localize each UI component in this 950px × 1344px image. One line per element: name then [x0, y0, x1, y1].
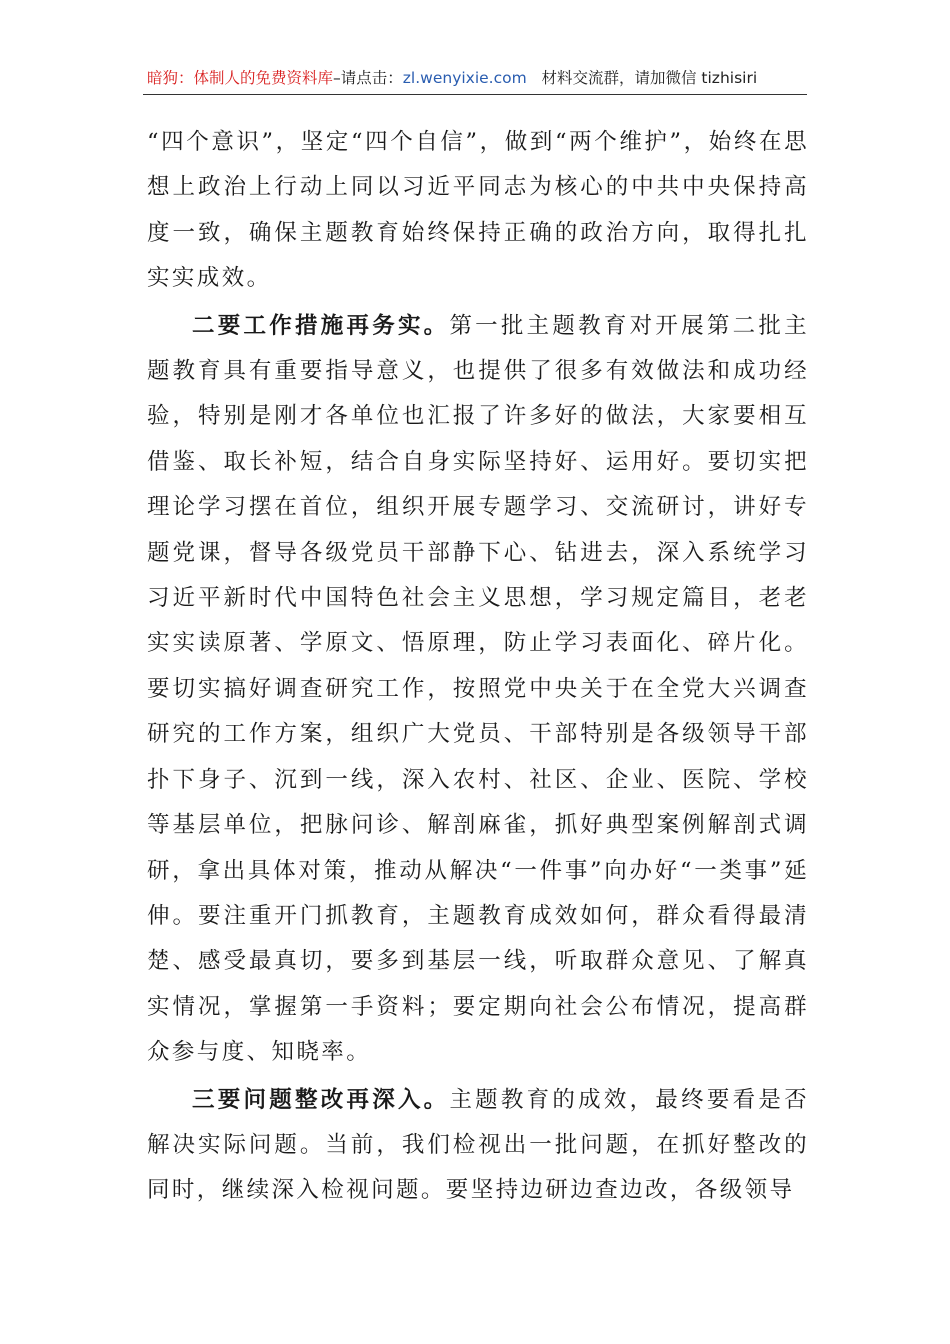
- paragraph-2: [147, 304, 809, 1076]
- header-brand: 暗狗：体制人的免费资料库: [147, 69, 334, 87]
- paragraph-3: [147, 1078, 809, 1214]
- paragraph-2-body: 第一批主题教育对开展第二批主题教育具有重要指导意义，也提供了很多有效做法和成功经验，特别是刚才各单位也汇报了许多好的做法，大家要相互借鉴、取长补短，结合自身实际坚持好、运用好。要切实把理论学习摆在首位，组织开展专题学习、交流研讨，讲好专题党课，督导各级党员干部静下心、钻进去，深入系统学习习近平新时代中国特色社会主义思想，学习规定篇目，老老实实读原著、学原文、悟原理，防止学习表面化、碎片化。要切实搞好调查研究工作，按照党中央关于在全党大兴调查研究的工作方案，组织广大党员、干部特别是各级领导干部扑下身子、沉到一线，深入农村、社区、企业、医院、学校等基层单位，把脉问诊、解剖麻雀，抓好典型案例解剖式调研，拿出具体对策，推动从解决“一件事”向办好“一类事”延伸。要注重开门抓教育，主题教育成效如何，群众看得最清楚、感受最真切，要多到基层一线，听取群众意见、了解真实情况，掌握第一手资料；要定期向社会公布情况，提高群众参与度、知晓率。: [147, 312, 809, 1066]
- header-url-link[interactable]: zl.wenyixie.com: [402, 69, 527, 87]
- header-prompt: –请点击：: [333, 69, 403, 87]
- header-contact: 材料交流群，请加微信 tizhisiri: [541, 69, 758, 87]
- paragraph-2-heading: 二要工作措施再务实。: [192, 312, 450, 339]
- header-divider: [143, 94, 807, 95]
- paragraph-1-body: “四个意识”，坚定“四个自信”，做到“两个维护”，始终在思想上政治上行动上同以习近平同志为核心的中共中央保持高度一致，确保主题教育始终保持正确的政治方向，取得扎扎实实成效。: [147, 129, 809, 292]
- paragraph-3-heading: 三要问题整改再深入。: [192, 1086, 450, 1113]
- paragraph-3-body: 主题教育的成效，最终要看是否解决实际问题。当前，我们检视出一批问题，在抓好整改的同时，继续深入检视问题。要坚持边研边查边改，各级领导: [147, 1086, 809, 1204]
- paragraph-1: [147, 120, 809, 302]
- document-body: [147, 120, 809, 1214]
- page-header: [147, 66, 807, 94]
